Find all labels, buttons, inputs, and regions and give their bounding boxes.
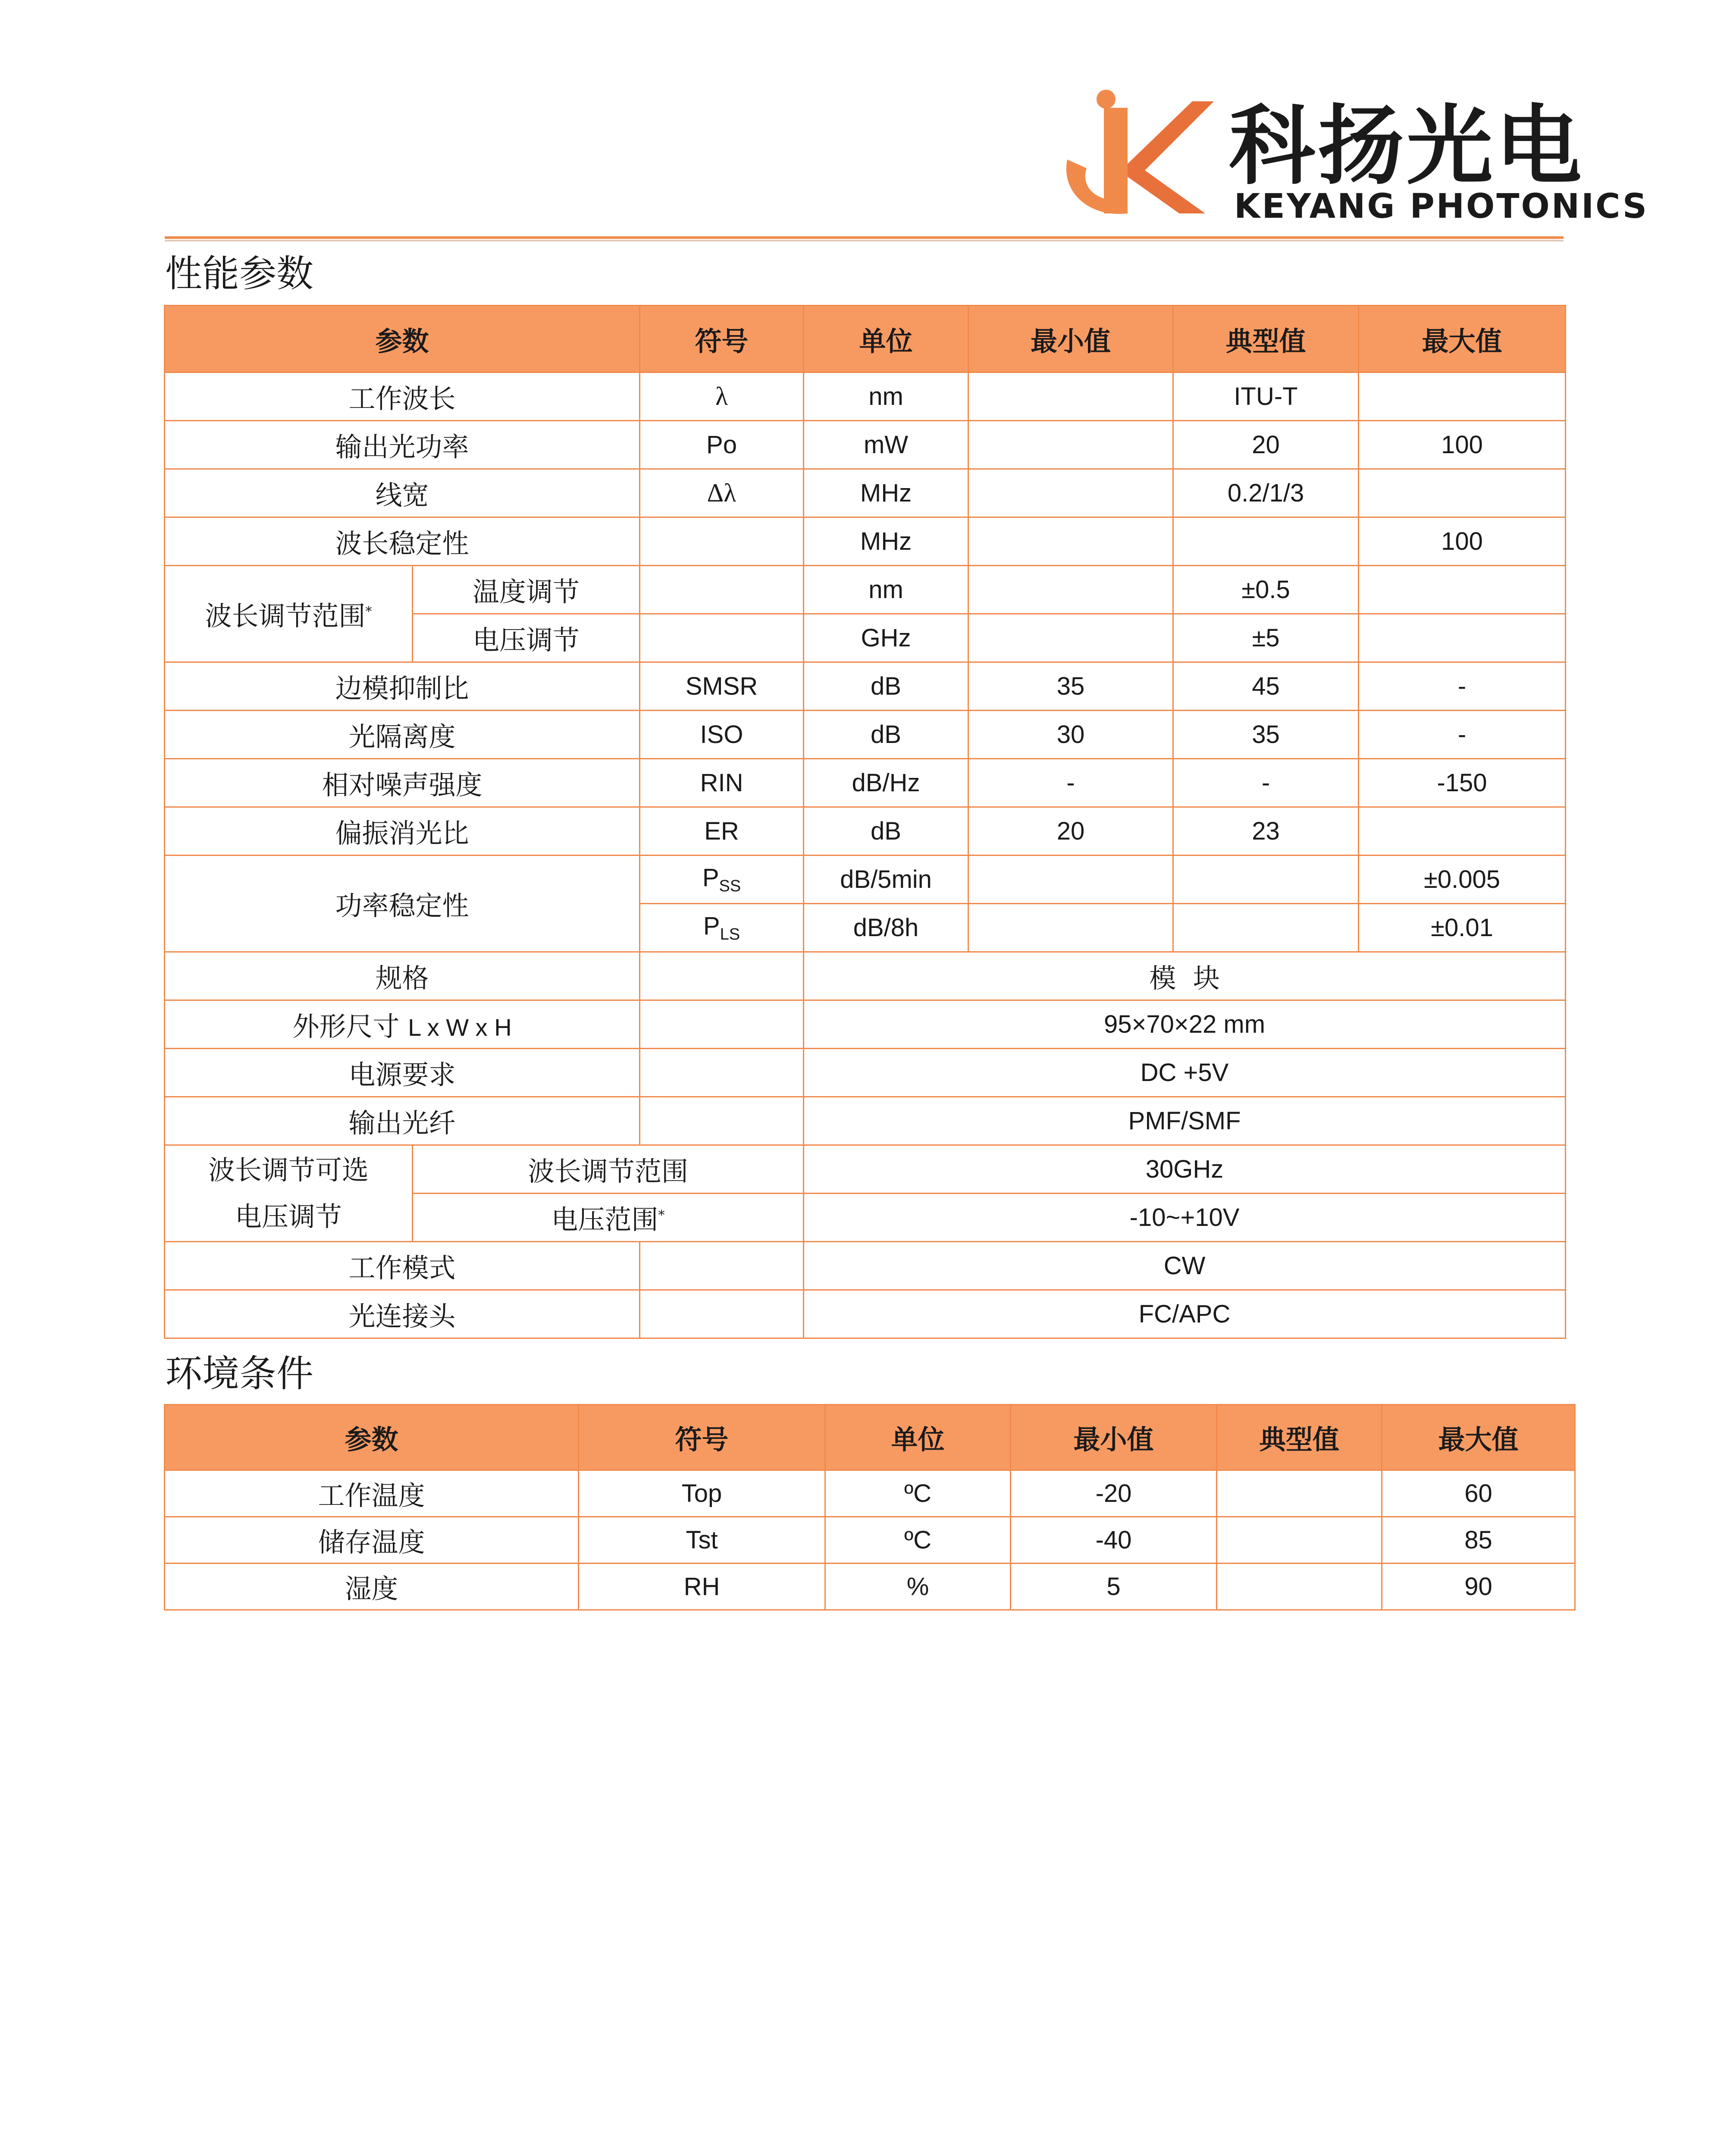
cell-max: 100 (1359, 517, 1566, 566)
optional-label-line1: 波长调节可选 (208, 1154, 369, 1186)
voltage-range-label: 电压范围 (551, 1204, 658, 1235)
cell-max (1359, 566, 1566, 614)
table-row (165, 952, 1566, 1000)
cell-symbol (640, 952, 804, 1000)
cell-max: 60 (1382, 1470, 1575, 1517)
table-row (165, 421, 1566, 469)
logo-mark-icon (1063, 84, 1218, 226)
cell-symbol (640, 566, 804, 614)
cell-symbol: Tst (579, 1517, 825, 1564)
cell-symbol (640, 1000, 804, 1049)
cell-min (968, 517, 1173, 566)
cell-min: 5 (1011, 1564, 1217, 1610)
cell-symbol (640, 614, 804, 662)
row-label: 光隔离度 (165, 711, 640, 759)
cell-unit: ºC (825, 1517, 1011, 1564)
header-divider-shadow (165, 240, 1564, 241)
cell-typ (1173, 856, 1359, 904)
header-max: 最大值 (1382, 1405, 1575, 1470)
cell-min: 30 (968, 711, 1173, 759)
cell-min: 20 (968, 807, 1173, 856)
cell-symbol (640, 1049, 804, 1097)
cell-min: 35 (968, 662, 1173, 711)
cell-unit: MHz (804, 517, 968, 566)
footnote-asterisk: * (365, 604, 372, 619)
table-row (165, 566, 1566, 614)
symbol-pss: $P_{SS}$ (640, 856, 804, 904)
dimension-label: 外形尺寸 (292, 1011, 400, 1042)
row-label: 工作温度 (165, 1470, 579, 1517)
cell-symbol: Po (640, 421, 804, 469)
table-row (165, 856, 1566, 904)
header-divider (165, 236, 1564, 239)
cell-symbol: ISO (640, 711, 804, 759)
cell-typ (1217, 1470, 1382, 1517)
cell-symbol (640, 1242, 804, 1290)
cell-typ: - (1173, 759, 1359, 807)
table-row (165, 1564, 1575, 1610)
cell-symbol (640, 517, 804, 566)
table-row (165, 1242, 1566, 1290)
cell-unit: dB (804, 662, 968, 711)
cell-value: 95×70×22 mm (804, 1000, 1566, 1049)
row-label: 功率稳定性 (165, 856, 640, 952)
table-row (165, 1097, 1566, 1145)
table-row (165, 807, 1566, 856)
cell-unit: mW (804, 421, 968, 469)
header-typ: 典型值 (1217, 1405, 1382, 1470)
sub-label: 波长调节范围 (413, 1145, 804, 1194)
sub-label: 电压调节 (413, 614, 640, 662)
table-row (165, 373, 1566, 421)
cell-typ (1173, 517, 1359, 566)
header-param: 参数 (165, 1405, 579, 1470)
cell-unit: MHz (804, 469, 968, 517)
cell-max: 100 (1359, 421, 1566, 469)
cell-unit: GHz (804, 614, 968, 662)
cell-min: -40 (1011, 1517, 1217, 1564)
table-row (165, 469, 1566, 517)
header-max: 最大值 (1359, 306, 1566, 373)
cell-typ: 45 (1173, 662, 1359, 711)
cell-unit: dB/5min (804, 856, 968, 904)
header-typ: 典型值 (1173, 306, 1359, 373)
row-label: 规格 (165, 952, 640, 1000)
header-unit: 单位 (825, 1405, 1011, 1470)
row-label: 电源要求 (165, 1049, 640, 1097)
row-label: 输出光纤 (165, 1097, 640, 1145)
sub-label-voltage (413, 1194, 804, 1242)
cell-value: PMF/SMF (804, 1097, 1566, 1145)
row-label: 光连接头 (165, 1290, 640, 1338)
cell-typ: 0.2/1/3 (1173, 469, 1359, 517)
cell-value: 模 块 (804, 952, 1566, 1000)
cell-max: -150 (1359, 759, 1566, 807)
cell-max: ±0.005 (1359, 856, 1566, 904)
optional-label-line2: 电压调节 (235, 1200, 342, 1232)
cell-unit: nm (804, 373, 968, 421)
table-row (165, 1470, 1575, 1517)
cell-unit: dB (804, 807, 968, 856)
row-label: 偏振消光比 (165, 807, 640, 856)
cell-symbol: Top (579, 1470, 825, 1517)
section-title-environment: 环境条件 (165, 1352, 313, 1395)
cell-max: - (1359, 662, 1566, 711)
cell-symbol: RIN (640, 759, 804, 807)
row-label-tuning (165, 566, 413, 662)
cell-min (968, 421, 1173, 469)
cell-max (1359, 469, 1566, 517)
cell-min (968, 904, 1173, 952)
cell-value: CW (804, 1242, 1566, 1290)
cell-max (1359, 807, 1566, 856)
table-row (165, 1290, 1566, 1338)
sub-label: 温度调节 (413, 566, 640, 614)
cell-symbol: ER (640, 807, 804, 856)
cell-min (968, 614, 1173, 662)
environment-table (164, 1404, 1576, 1611)
row-label: 工作波长 (165, 373, 640, 421)
cell-min (968, 373, 1173, 421)
cell-typ (1173, 904, 1359, 952)
cell-min (968, 566, 1173, 614)
brand-name-en: KEYANG PHOTONICS (1234, 187, 1648, 226)
row-label: 湿度 (165, 1564, 579, 1610)
table-row (165, 1000, 1566, 1049)
table-header-row (165, 1405, 1575, 1470)
header-min: 最小值 (1011, 1405, 1217, 1470)
cell-max: - (1359, 711, 1566, 759)
symbol-lambda: λ (640, 373, 804, 421)
cell-typ: ±0.5 (1173, 566, 1359, 614)
table-row (165, 1049, 1566, 1097)
symbol-delta-lambda: Δλ (640, 469, 804, 517)
cell-typ: 20 (1173, 421, 1359, 469)
cell-unit: nm (804, 566, 968, 614)
table-row (165, 711, 1566, 759)
cell-max (1359, 614, 1566, 662)
row-label: 边模抑制比 (165, 662, 640, 711)
cell-unit: dB/Hz (804, 759, 968, 807)
cell-unit: ºC (825, 1470, 1011, 1517)
row-label: 输出光功率 (165, 421, 640, 469)
table-row (165, 517, 1566, 566)
table-header-row (165, 306, 1566, 373)
table-row (165, 662, 1566, 711)
header-param: 参数 (165, 306, 640, 373)
cell-min: -20 (1011, 1470, 1217, 1517)
cell-max: 90 (1382, 1564, 1575, 1610)
section-title-performance: 性能参数 (165, 252, 313, 295)
cell-value: 30GHz (804, 1145, 1566, 1194)
table-row (165, 759, 1566, 807)
cell-max (1359, 373, 1566, 421)
cell-value: DC +5V (804, 1049, 1566, 1097)
row-label-optional (165, 1145, 413, 1242)
header-min: 最小值 (968, 306, 1173, 373)
header-symbol: 符号 (579, 1405, 825, 1470)
cell-typ (1217, 1564, 1382, 1610)
cell-typ: 23 (1173, 807, 1359, 856)
row-label: 线宽 (165, 469, 640, 517)
cell-symbol (640, 1290, 804, 1338)
cell-unit: % (825, 1564, 1011, 1610)
row-label: 波长稳定性 (165, 517, 640, 566)
header-unit: 单位 (804, 306, 968, 373)
cell-value: -10~+10V (804, 1194, 1566, 1242)
cell-max: ±0.01 (1359, 904, 1566, 952)
tuning-label: 波长调节范围 (205, 600, 366, 632)
cell-symbol (640, 1097, 804, 1145)
dimension-suffix: L x W x H (408, 1014, 512, 1041)
header-symbol: 符号 (640, 306, 804, 373)
brand-name-cn: 科扬光电 (1229, 96, 1585, 197)
row-label: 储存温度 (165, 1517, 579, 1564)
footnote-asterisk: * (658, 1208, 665, 1223)
cell-min (968, 856, 1173, 904)
cell-typ: ITU-T (1173, 373, 1359, 421)
row-label-dimension (165, 1000, 640, 1049)
cell-unit: dB/8h (804, 904, 968, 952)
cell-unit: dB (804, 711, 968, 759)
cell-symbol: SMSR (640, 662, 804, 711)
cell-min (968, 469, 1173, 517)
cell-symbol: RH (579, 1564, 825, 1610)
performance-table (164, 305, 1566, 1339)
table-row (165, 1145, 1566, 1194)
table-row (165, 1517, 1575, 1564)
cell-typ: 35 (1173, 711, 1359, 759)
cell-typ: ±5 (1173, 614, 1359, 662)
row-label: 工作模式 (165, 1242, 640, 1290)
symbol-pls: $P_{LS}$ (640, 904, 804, 952)
cell-max: 85 (1382, 1517, 1575, 1564)
cell-min: - (968, 759, 1173, 807)
cell-typ (1217, 1517, 1382, 1564)
row-label: 相对噪声强度 (165, 759, 640, 807)
cell-value: FC/APC (804, 1290, 1566, 1338)
